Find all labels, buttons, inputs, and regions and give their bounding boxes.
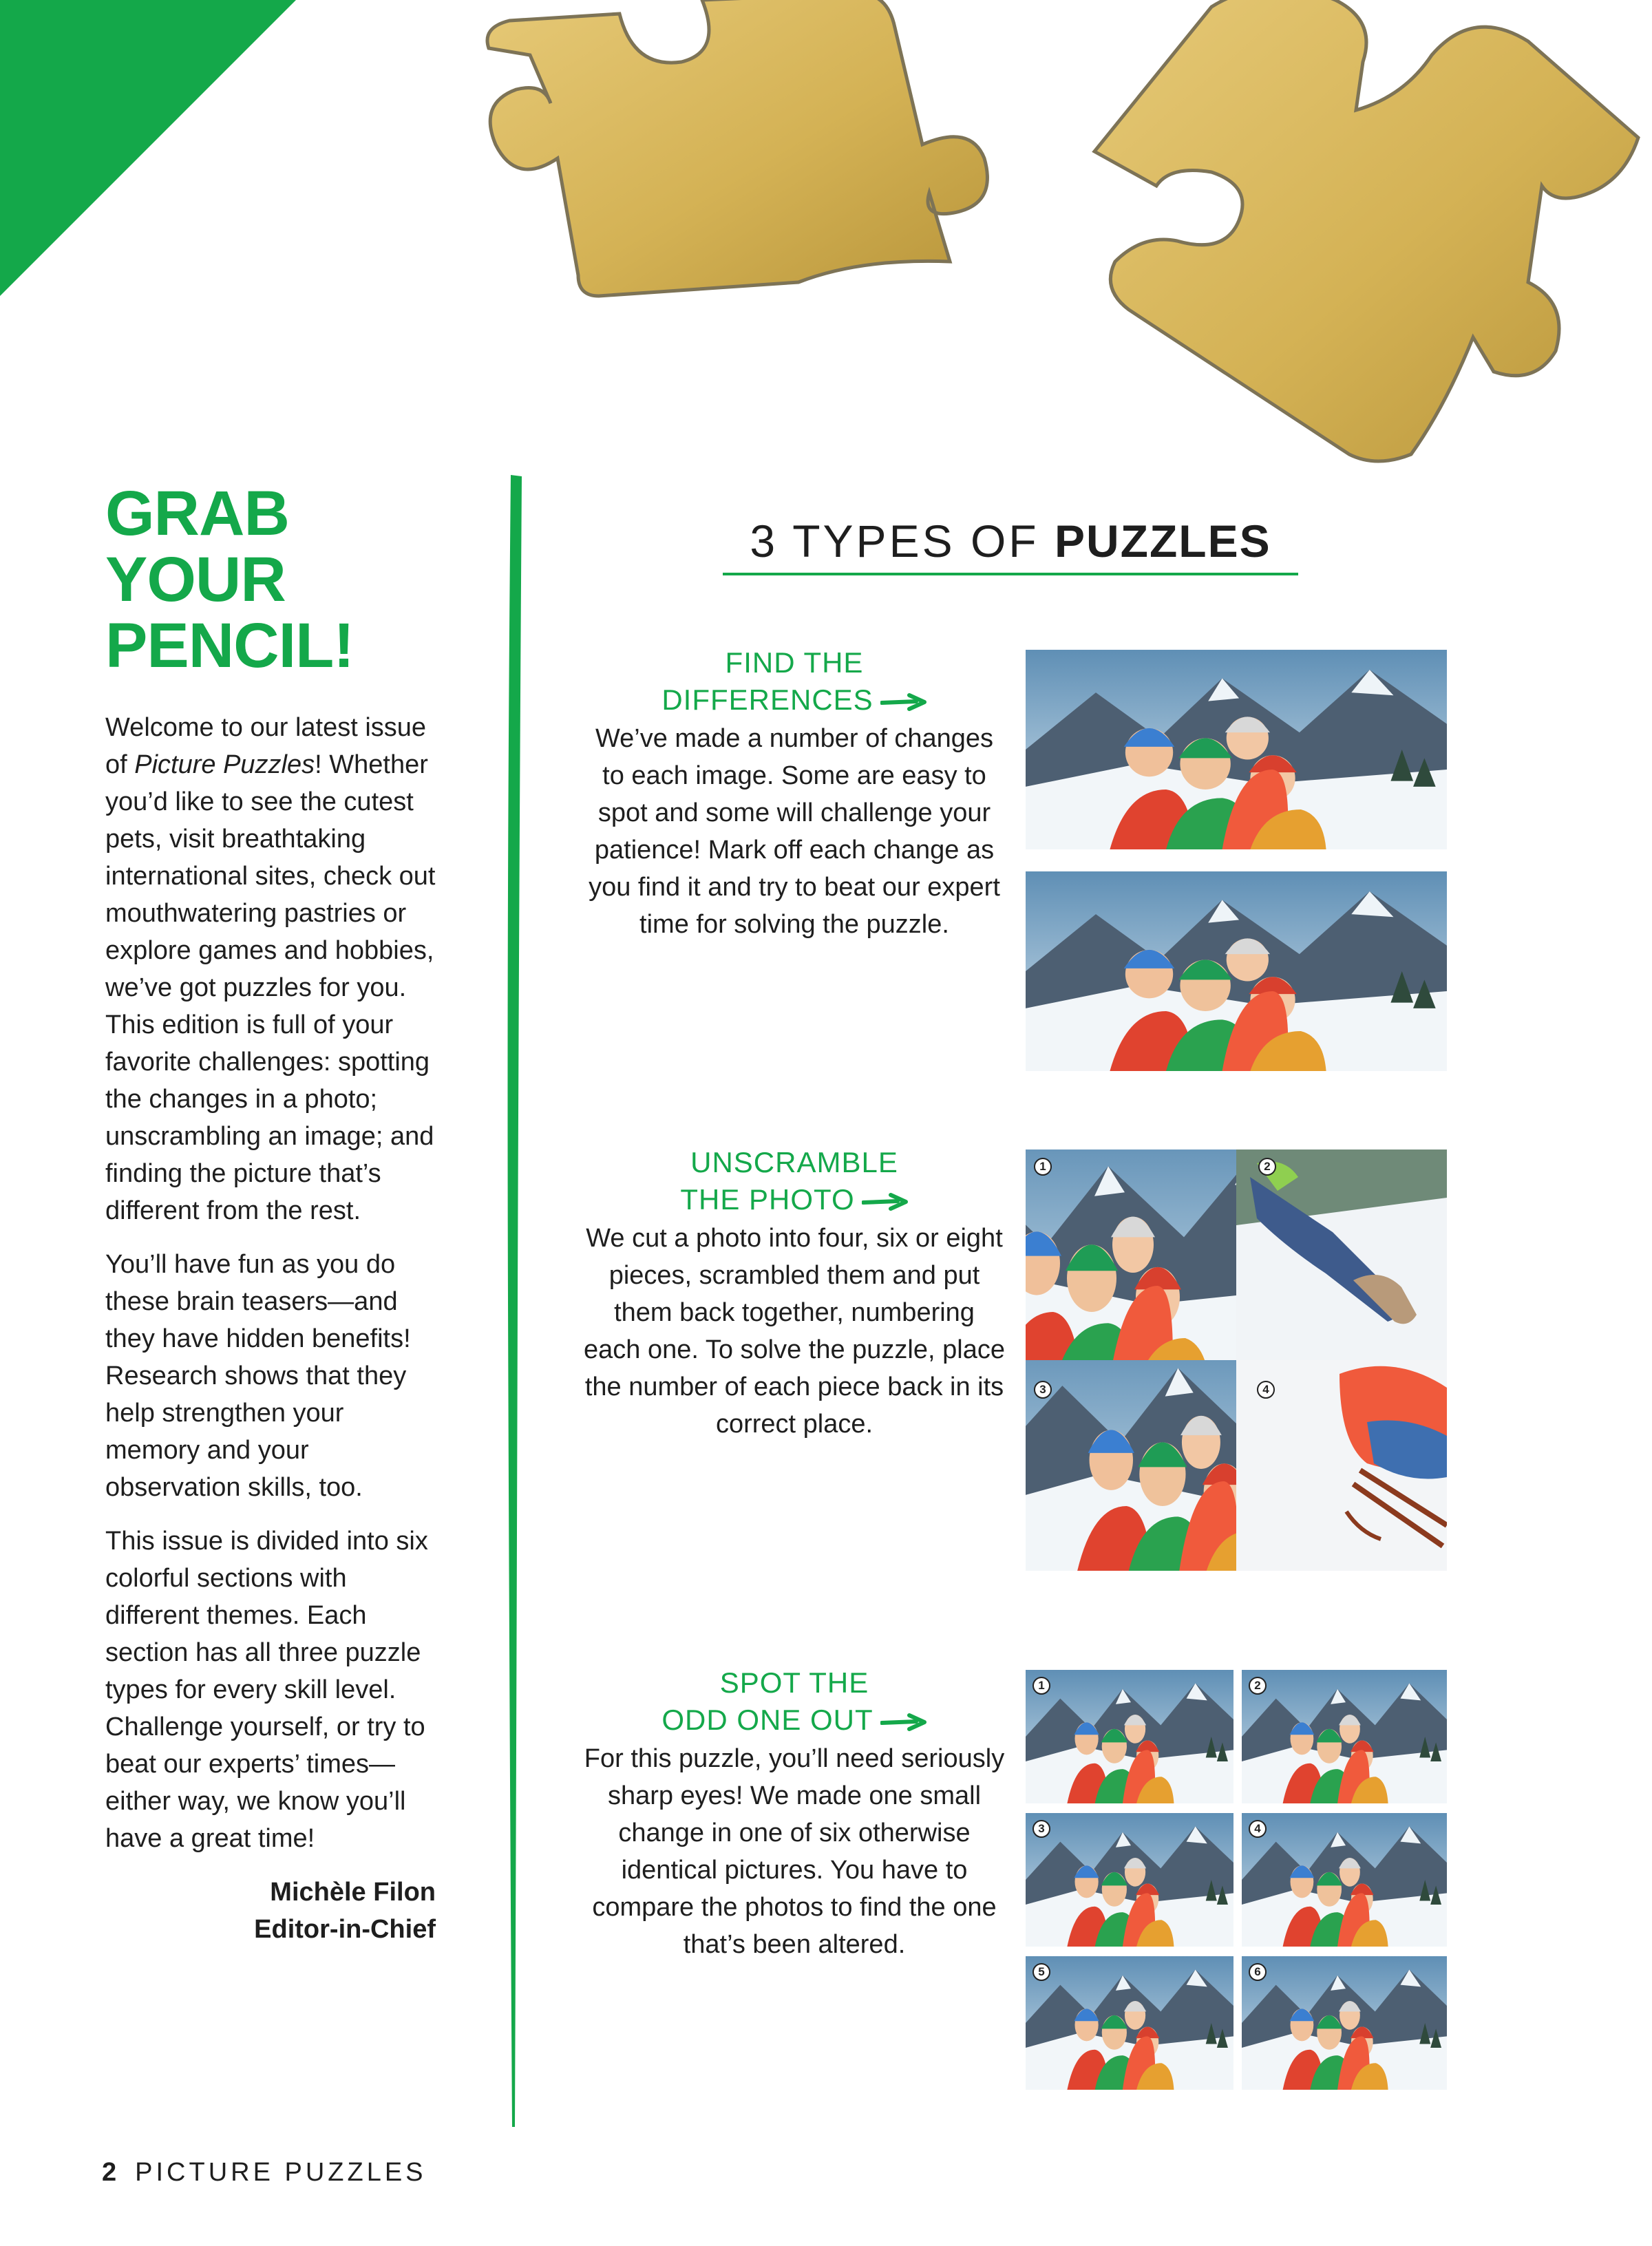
puzzle-title [584, 644, 1005, 719]
headline-line: YOUR [105, 544, 286, 615]
puzzle-unscramble [584, 1144, 1005, 1443]
puzzle-title-line-1: SPOT THE [719, 1666, 869, 1699]
piece-number-badge: 1 [1034, 1158, 1052, 1176]
puzzle-piece-right-image [1088, 0, 1645, 475]
odd-one-out-photo [1026, 1670, 1233, 1803]
arrow-right-icon [880, 1713, 927, 1731]
headline-line: PENCIL! [105, 611, 354, 681]
photo-number-badge: 2 [1249, 1677, 1267, 1695]
odd-one-out-photo [1242, 1670, 1447, 1803]
puzzle-title-line-2-text: THE PHOTO [680, 1183, 855, 1216]
intro-column [105, 480, 436, 1948]
puzzle-title-line-2-text: ODD ONE OUT [661, 1704, 873, 1736]
page-number: 2 [102, 2158, 120, 2187]
headline-line: GRAB [105, 478, 289, 549]
photo-number-badge: 4 [1249, 1820, 1267, 1838]
puzzle-find-differences [584, 644, 1005, 943]
differences-photo-bottom [1026, 871, 1447, 1071]
brush-stroke-divider [501, 475, 529, 2127]
puzzle-description: We’ve made a number of changes to each image. Some are easy to spot and some will challenge your patience! Mark off each change as you find it and try to beat our expert time for solving the puzzle. [589, 724, 1000, 939]
puzzle-title-line-2-text: DIFFERENCES [661, 684, 873, 716]
puzzle-description: For this puzzle, you’ll need seriously sharp eyes! We made one small change in one of six otherwise identical pictures. You have to compare the photos to find the one that’s been altered. [584, 1744, 1005, 1959]
piece-number-badge: 3 [1034, 1381, 1052, 1399]
odd-one-out-photo [1242, 1813, 1447, 1947]
piece-number-badge: 4 [1257, 1381, 1275, 1399]
puzzle-piece-left-image [475, 0, 1005, 310]
publication-name: PICTURE PUZZLES [135, 2158, 427, 2187]
differences-photo-top [1026, 650, 1447, 849]
intro-paragraph-2: You’ll have fun as you do these brain teasers—and they have hidden benefits! Research shows that they help strengthen your memory and your observation skills, too. [105, 1250, 411, 1502]
photo-number-badge: 5 [1032, 1963, 1050, 1981]
intro-paragraph-1 [105, 709, 436, 1229]
photo-number-badge: 1 [1032, 1677, 1050, 1695]
puzzle-odd-one-out [584, 1664, 1005, 1963]
signature-title: Editor-in-Chief [254, 1915, 436, 1944]
puzzle-title-line-2 [584, 1181, 1005, 1218]
heading-bold: PUZZLES [1054, 516, 1271, 566]
odd-one-out-photo [1026, 1813, 1233, 1947]
puzzle-description: We cut a photo into four, six or eight pieces, scrambled them and put them back together, numbering each one. To solve the puzzle, place the number of each piece back in its correct place. [584, 1224, 1005, 1439]
heading-light: 3 TYPES OF [750, 516, 1055, 566]
intro-paragraph-1-end: ! Whether you’d like to see the cutest pets, visit breathtaking international sites, check out mouthwatering pastries or explore games and hobbies, we’ve got puzzles for you. This edition is full of your favorite challenges: spotting the changes in a photo; unscrambling an image; and finding the picture that’s different from the rest. [105, 750, 436, 1225]
corner-green-triangle [0, 0, 296, 296]
arrow-right-icon [862, 1193, 909, 1211]
intro-paragraph-3: This issue is divided into six colorful sections with different themes. Each section has all three puzzle types for every skill level. Challenge yourself, or try to beat our experts’ times—either way, we know you’ll have a great time! [105, 1527, 428, 1853]
scrambled-piece [1236, 1360, 1447, 1571]
headline [105, 480, 436, 679]
puzzle-title-line-2 [584, 681, 1005, 719]
page-footer [102, 2158, 427, 2187]
scrambled-piece [1026, 1150, 1236, 1360]
signature-name: Michèle Filon [270, 1878, 436, 1907]
heading-underline [723, 573, 1298, 575]
odd-one-out-photo [1242, 1956, 1447, 2090]
puzzle-title-line-2 [584, 1702, 1005, 1739]
signature [105, 1874, 436, 1948]
puzzle-title [584, 1664, 1005, 1739]
puzzle-title-line-1: FIND THE [725, 646, 864, 679]
magazine-title: Picture Puzzles [134, 750, 315, 779]
puzzle-title-line-1: UNSCRAMBLE [690, 1146, 898, 1178]
scrambled-piece [1026, 1360, 1236, 1571]
arrow-right-icon [880, 693, 927, 711]
intro-text [105, 709, 436, 1857]
piece-number-badge: 2 [1258, 1158, 1276, 1176]
puzzle-title [584, 1144, 1005, 1218]
section-heading [723, 515, 1298, 567]
odd-one-out-photo [1026, 1956, 1233, 2090]
photo-number-badge: 3 [1032, 1820, 1050, 1838]
scrambled-piece [1236, 1150, 1447, 1360]
intro-paragraph-1-start: Welcome to our latest issue of [105, 713, 427, 779]
photo-number-badge: 6 [1249, 1963, 1267, 1981]
